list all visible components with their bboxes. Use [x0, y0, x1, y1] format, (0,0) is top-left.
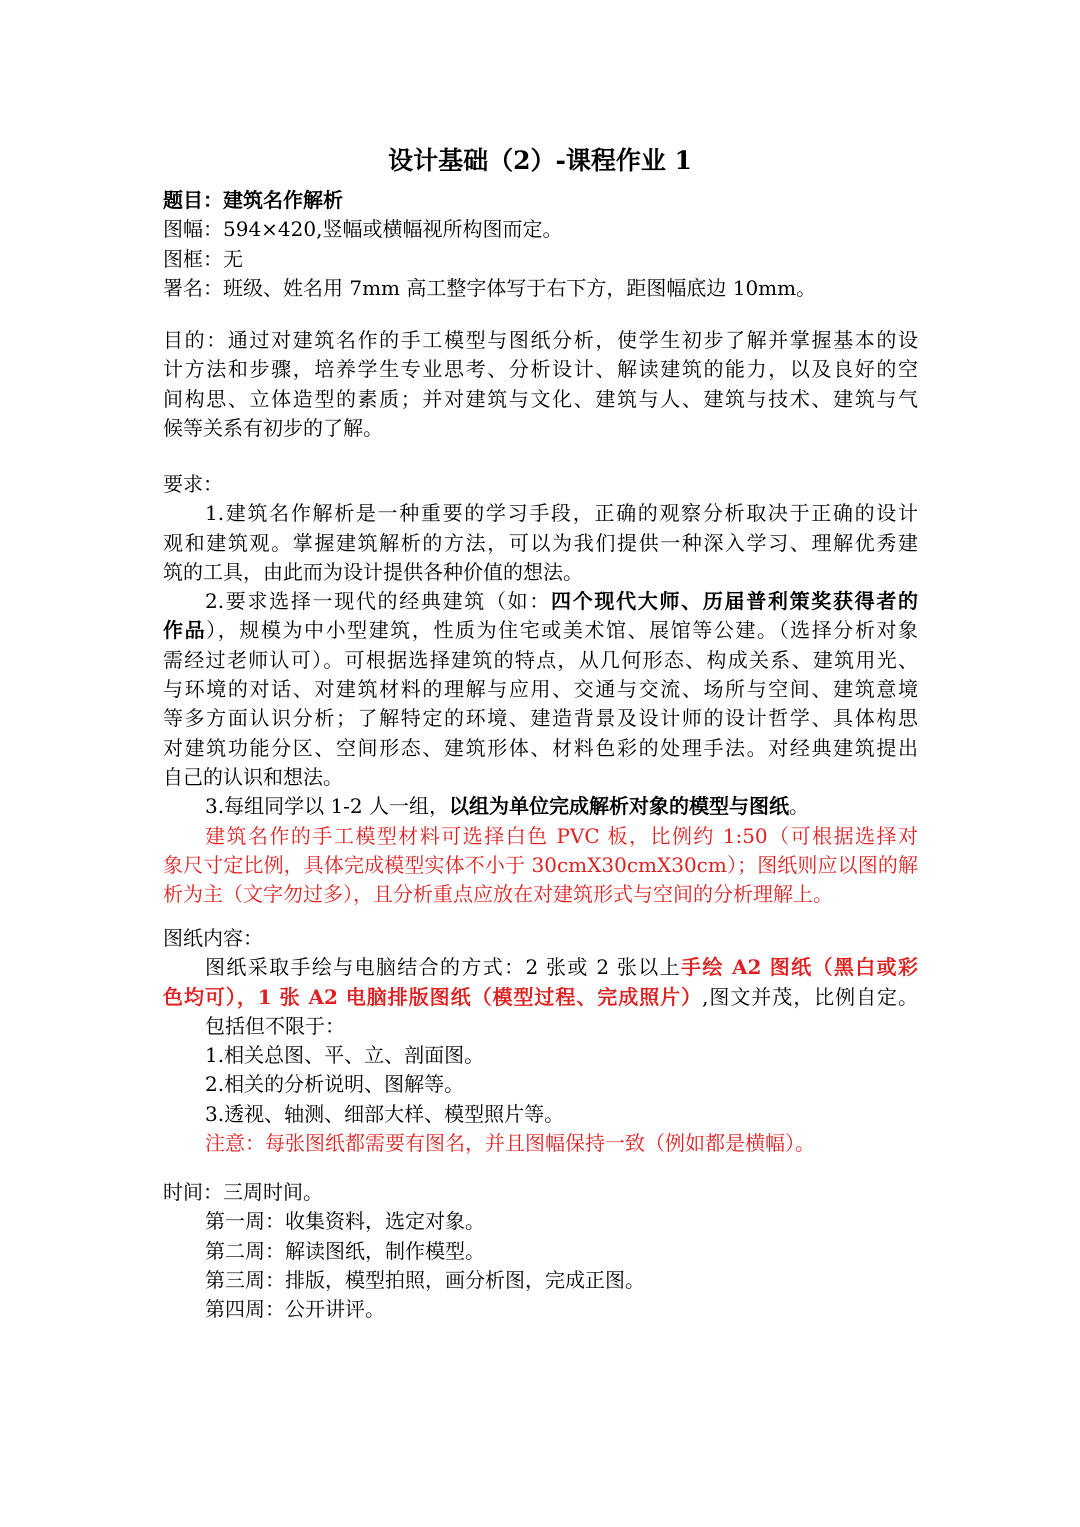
drawings-prefix: 图纸采取手绘与电脑结合的方式：2 张或 2 张以上: [205, 955, 681, 980]
purpose-text-1: 通过对建筑名作的手工模型与图纸分析，使学生初步了解并掌握基本的设: [227, 328, 919, 352]
drawings-item-3: 3.透视、轴测、细部大样、模型照片等。: [205, 1101, 565, 1126]
format-label: 图幅：: [163, 217, 223, 242]
drawings-item-1: 1.相关总图、平、立、剖面图。: [205, 1043, 485, 1068]
format-line: [163, 215, 918, 244]
requirements-section: [163, 470, 918, 909]
drawings-note: 注意：每张图纸都需要有图名，并且图幅保持一致（例如都是横幅）。: [205, 1131, 815, 1156]
drawings-red-1: 手绘 A2 图纸（黑白或彩: [680, 955, 918, 980]
requirements-label: 要求：: [163, 472, 223, 496]
drawings-section: [163, 924, 918, 1158]
req2-bold-1: 四个现代大师、历届普利策奖获得者的: [551, 589, 918, 614]
schedule-week-2: 第二周：解读图纸，制作模型。: [205, 1238, 485, 1263]
schedule-value: 三周时间。: [223, 1180, 323, 1204]
schedule-section: [163, 1178, 918, 1324]
purpose-line-1: [163, 326, 918, 355]
req-red-line-2: 象尺寸定比例，具体完成模型实体不小于 30cmX30cmX30cm）；图纸则应以图的解: [163, 852, 918, 877]
frame-value: 无: [223, 246, 243, 271]
schedule-week-3: 第三周：排版，模型拍照，画分析图，完成正图。: [205, 1267, 645, 1292]
purpose-label: 目的：: [163, 328, 228, 352]
req2-line-2: [163, 616, 918, 645]
req2-line-5: 等多方面认识分析；了解特定的环境、建造背景及设计师的设计哲学、具体构思: [163, 706, 918, 731]
topic-value: 建筑名作解析: [223, 188, 343, 212]
page-title: 设计基础（2）-课程作业 1: [388, 146, 692, 175]
frame-line: [163, 245, 918, 274]
req2-after: ），规模为中小型建筑，性质为住宅或美术馆、展馆等公建。（选择分析对象: [206, 618, 919, 643]
req1-line-1: 1.建筑名作解析是一种重要的学习手段，正确的观察分析取决于正确的设计: [205, 501, 918, 526]
purpose-line-4: 候等关系有初步的了解。: [163, 415, 383, 440]
drawings-label: 图纸内容：: [163, 926, 263, 950]
drawings-suffix: ,图文并茂，比例自定。: [702, 984, 918, 1009]
req2-line-7: 自己的认识和想法。: [163, 764, 343, 789]
req2-line-6: 对建筑功能分区、空间形态、建筑形体、材料色彩的处理手法。对经典建筑提出: [163, 735, 918, 760]
frame-label: 图框：: [163, 246, 223, 271]
format-value: 594×420,竖幅或横幅视所构图而定。: [223, 217, 563, 242]
req-red-line-3: 析为主（文字勿过多），且分析重点应放在对建筑形式与空间的分析理解上。: [163, 882, 833, 907]
req-red-line-1: 建筑名作的手工模型材料可选择白色 PVC 板，比例约 1:50（可根据选择对: [205, 823, 918, 848]
drawings-line-2: [163, 983, 918, 1012]
drawings-item-2: 2.相关的分析说明、图解等。: [205, 1072, 465, 1097]
purpose-line-2: 计方法和步骤，培养学生专业思考、分析设计、解读建筑的能力，以及良好的空: [163, 357, 918, 382]
req2-line-4: 与环境的对话、对建筑材料的理解与应用、交通与交流、场所与空间、建筑意境: [163, 677, 918, 702]
req1-line-2: 观和建筑观。掌握建筑解析的方法，可以为我们提供一种深入学习、理解优秀建: [163, 530, 918, 555]
sign-label: 署名：: [163, 275, 223, 300]
topic-line: [163, 186, 918, 215]
schedule-label: 时间：: [163, 1180, 223, 1204]
schedule-line: [163, 1178, 918, 1207]
req3-line: [163, 792, 918, 821]
meta-block: [163, 186, 918, 303]
sign-line: [163, 274, 918, 303]
schedule-week-4: 第四周：公开讲评。: [205, 1297, 385, 1322]
req3-bold: 以组为单位完成解析对象的模型与图纸: [449, 794, 790, 819]
drawings-red-2: 色均可），1 张 A2 电脑排版图纸（模型过程、完成照片）: [163, 984, 703, 1009]
req3-end: 。: [789, 794, 810, 819]
req2-bold-2: 作品: [163, 618, 207, 643]
drawings-line-1: [163, 953, 918, 982]
req2-line-3: 需经过老师认可）。可根据选择建筑的特点，从几何形态、构成关系、建筑用光、: [163, 647, 918, 672]
req2-line-1: [163, 587, 918, 616]
purpose-section: [163, 326, 918, 443]
purpose-line-3: 间构思、立体造型的素质；并对建筑与文化、建筑与人、建筑与技术、建筑与气: [163, 386, 918, 411]
req2-prefix: 2.要求选择一现代的经典建筑（如：: [205, 589, 552, 614]
topic-label: 题目：: [163, 188, 223, 212]
schedule-week-1: 第一周：收集资料，选定对象。: [205, 1209, 485, 1234]
req3-prefix: 3.每组同学以 1-2 人一组，: [205, 794, 450, 819]
req1-line-3: 筑的工具，由此而为设计提供各种价值的想法。: [163, 559, 583, 584]
drawings-include-label: 包括但不限于：: [205, 1013, 345, 1038]
sign-value: 班级、姓名用 7mm 高工整字体写于右下方，距图幅底边 10mm。: [223, 275, 817, 300]
